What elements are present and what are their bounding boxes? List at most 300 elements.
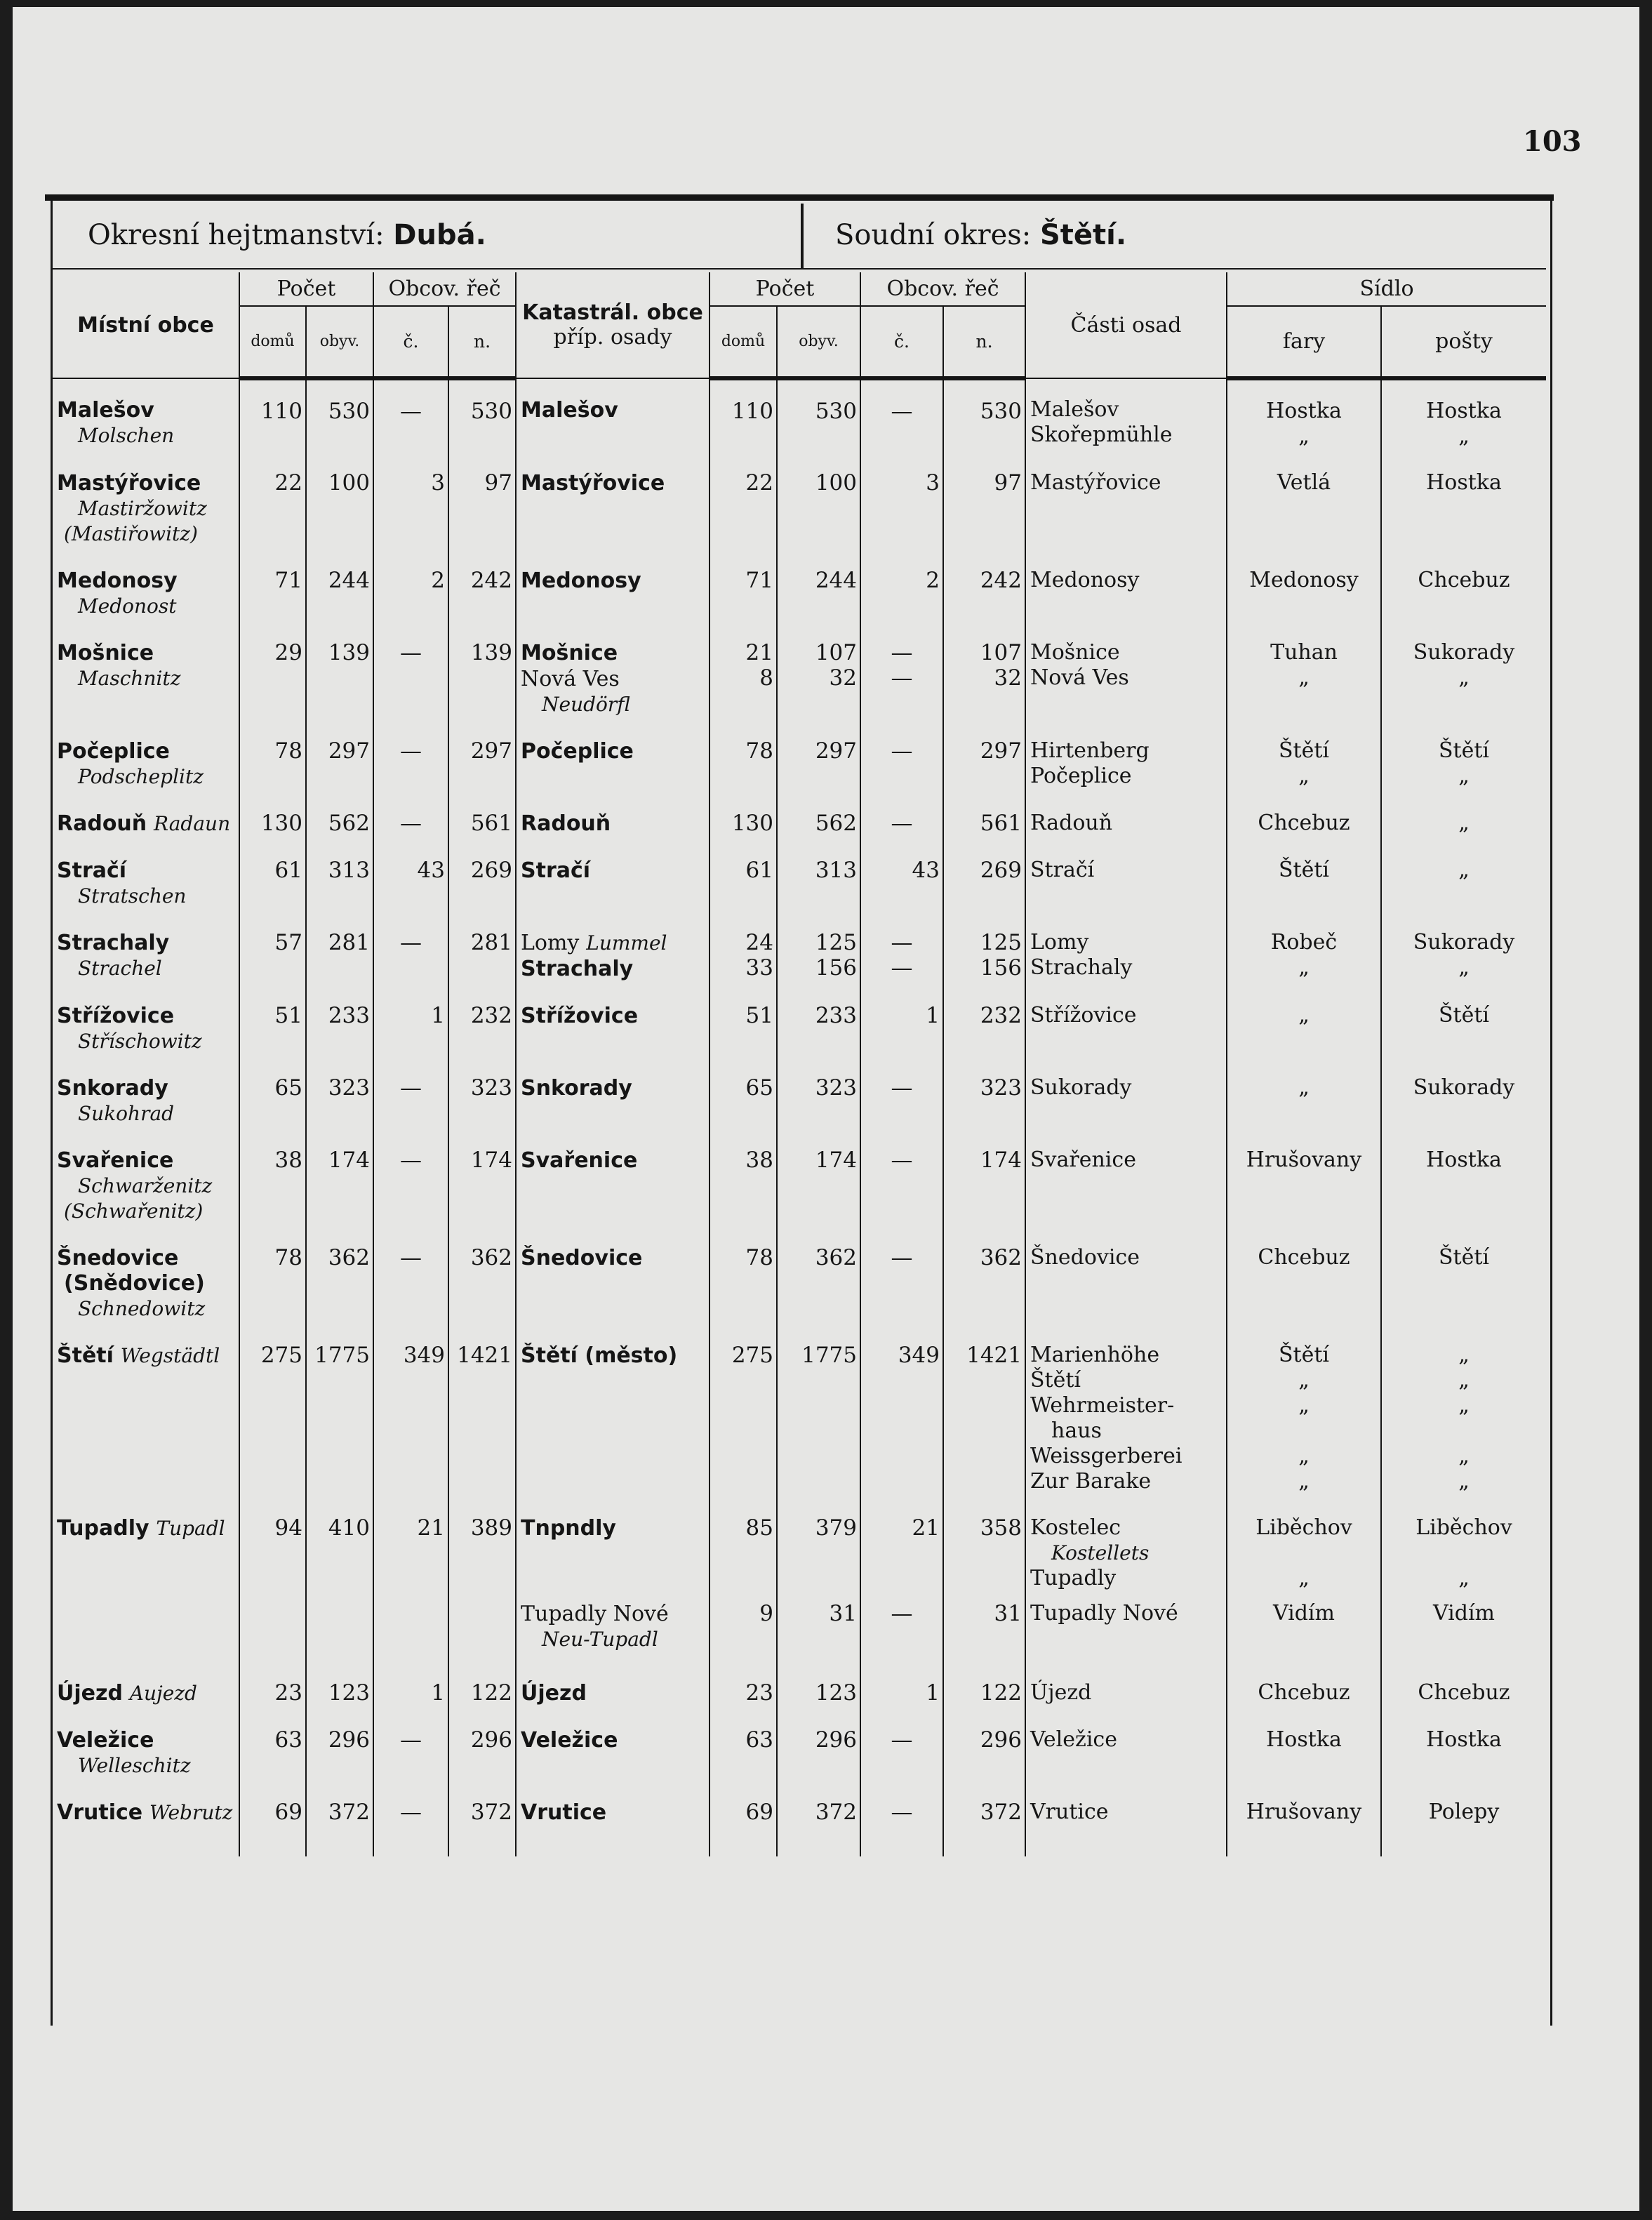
katastral-line xyxy=(521,1680,705,1706)
col-domu-2: domů xyxy=(710,306,777,378)
cell-fary-value: „ xyxy=(1298,1566,1310,1590)
obec-german-name: Maschnitz xyxy=(78,667,181,690)
cell-mistni-obec xyxy=(53,1591,239,1652)
table-row xyxy=(53,1494,1546,1591)
cell-k-obyv xyxy=(777,1126,860,1224)
obec-name: Štětí xyxy=(57,1343,114,1368)
cell-k-c-value: — xyxy=(891,1727,913,1753)
cell-posty xyxy=(1381,378,1546,449)
obec-name: Snkorady xyxy=(57,1076,168,1101)
cell-k-obyv xyxy=(777,619,860,717)
cell-posty-value: Liběchov xyxy=(1415,1515,1512,1540)
cell-n-value: 269 xyxy=(470,858,512,883)
cell-k-domu-value: 23 xyxy=(745,1680,773,1706)
cell-posty xyxy=(1381,909,1546,982)
osada-name: Mastýřovice xyxy=(1030,470,1161,495)
osada-name: Tupadly Nové xyxy=(1030,1601,1178,1626)
obec-german-name: Strachel xyxy=(78,957,162,980)
court-label: Soudní okres: xyxy=(835,219,1032,251)
cell-k-domu-value: 78 xyxy=(745,1245,773,1270)
cell-k-obyv xyxy=(777,547,860,619)
cell-n-value: 174 xyxy=(470,1148,512,1173)
cell-k-c-value: 3 xyxy=(926,470,940,496)
table-row xyxy=(53,449,1546,547)
cell-posty xyxy=(1381,1652,1546,1706)
cell-casti-osad xyxy=(1025,619,1227,717)
cell-fary xyxy=(1227,909,1381,982)
cell-k-c-value: — xyxy=(891,1148,913,1173)
cell-k-n xyxy=(943,1779,1025,1826)
cell-domu-value: 65 xyxy=(274,1075,302,1101)
cell-obyv-value: 313 xyxy=(328,858,370,883)
katastral-line xyxy=(521,738,705,764)
cell-obyv-value: 281 xyxy=(328,930,370,955)
osada-name: Újezd xyxy=(1030,1680,1092,1705)
cell-fary-value: Liběchov xyxy=(1255,1515,1352,1540)
katastral-name: Radouň xyxy=(521,811,611,836)
katastral-german-name: Lummel xyxy=(586,931,667,955)
osada-name: Lomy xyxy=(1030,930,1089,955)
cell-domu-value: 61 xyxy=(274,858,302,883)
cell-posty-value: Chcebuz xyxy=(1418,1680,1510,1705)
obec-line xyxy=(57,568,234,594)
obec-name: Radouň xyxy=(57,811,147,836)
cell-posty-value: „ xyxy=(1458,1393,1470,1418)
cell-k-c-value: 2 xyxy=(926,568,940,593)
osada-name: Marienhöhe xyxy=(1030,1343,1160,1367)
cell-k-c-value: 21 xyxy=(912,1515,940,1541)
obec-german-name: (Schwařenitz) xyxy=(64,1199,204,1223)
cell-fary xyxy=(1227,619,1381,717)
cell-k-n xyxy=(943,378,1025,449)
cell-spacer xyxy=(1227,1826,1381,1856)
cell-katastral xyxy=(516,1224,710,1322)
katastral-name: Vrutice xyxy=(521,1800,607,1825)
cell-casti-osad xyxy=(1025,1054,1227,1126)
cell-k-obyv-value: 372 xyxy=(815,1800,857,1825)
cell-spacer xyxy=(239,1826,306,1856)
cell-c xyxy=(373,790,448,837)
osada-name: Medonosy xyxy=(1030,568,1140,592)
cell-obyv-value: 233 xyxy=(328,1003,370,1028)
table-row xyxy=(53,982,1546,1054)
cell-obyv xyxy=(306,982,373,1054)
obec-german-name: Stratschen xyxy=(78,884,187,908)
cell-c xyxy=(373,1322,448,1494)
cell-n-value: 362 xyxy=(470,1245,512,1270)
obec-name: Strachaly xyxy=(57,931,170,955)
cell-posty-value: „ xyxy=(1458,1368,1470,1393)
cell-c xyxy=(373,982,448,1054)
cell-posty-value xyxy=(1386,1541,1542,1566)
cell-obyv xyxy=(306,1652,373,1706)
cell-posty xyxy=(1381,717,1546,790)
col-sidlo: Sídlo xyxy=(1227,272,1546,306)
cell-posty-value: „ xyxy=(1458,1444,1470,1468)
obec-line xyxy=(57,858,234,884)
cell-k-c xyxy=(860,717,943,790)
table-row xyxy=(53,547,1546,619)
obec-line xyxy=(57,1003,234,1029)
cell-k-domu-value: 71 xyxy=(745,568,773,593)
obec-line xyxy=(57,1343,234,1369)
cell-obyv xyxy=(306,547,373,619)
cell-k-domu-value: 275 xyxy=(731,1343,773,1368)
cell-spacer xyxy=(1025,1826,1227,1856)
cell-casti-osad xyxy=(1025,378,1227,449)
col-obyv-2: obyv. xyxy=(777,306,860,378)
cell-fary-value: „ xyxy=(1298,424,1310,448)
katastral-line xyxy=(521,1601,705,1627)
table-header xyxy=(53,272,1546,378)
cell-n xyxy=(448,1591,516,1652)
cell-c xyxy=(373,717,448,790)
katastral-name: Snkorady xyxy=(521,1076,632,1101)
cell-katastral xyxy=(516,1652,710,1706)
osada-name: Veležice xyxy=(1030,1727,1117,1752)
cell-k-obyv-value: 100 xyxy=(815,470,857,496)
cell-n xyxy=(448,717,516,790)
cell-k-domu-value: 85 xyxy=(745,1515,773,1541)
obec-name: Stračí xyxy=(57,858,127,883)
cell-obyv xyxy=(306,1054,373,1126)
table-row xyxy=(53,1126,1546,1224)
katastral-line xyxy=(521,568,705,594)
cell-fary-value: „ xyxy=(1298,955,1310,980)
cell-domu xyxy=(239,717,306,790)
court-title xyxy=(835,219,1126,251)
obec-line xyxy=(57,1245,234,1271)
cell-mistni-obec xyxy=(53,1322,239,1494)
col-katastral-line2: příp. osady xyxy=(553,325,672,350)
col-c-2: č. xyxy=(860,306,943,378)
page-number: 103 xyxy=(1523,125,1582,158)
osada-name: Štětí xyxy=(1030,1368,1081,1393)
cell-n xyxy=(448,1126,516,1224)
osada-name: Hirtenberg xyxy=(1030,738,1150,763)
cell-spacer xyxy=(943,1826,1025,1856)
cell-k-domu xyxy=(710,449,777,547)
cell-k-domu xyxy=(710,1652,777,1706)
table-row xyxy=(53,619,1546,717)
cell-k-n-value: 174 xyxy=(980,1148,1022,1173)
obec-name: Medonosy xyxy=(57,569,178,593)
cell-k-c xyxy=(860,1322,943,1494)
cell-domu xyxy=(239,982,306,1054)
cell-c xyxy=(373,1652,448,1706)
cell-k-domu xyxy=(710,982,777,1054)
cell-spacer xyxy=(53,1826,239,1856)
cell-katastral xyxy=(516,717,710,790)
cell-katastral xyxy=(516,909,710,982)
table-row xyxy=(53,1322,1546,1494)
district-label: Okresní hejtmanství: xyxy=(88,219,385,251)
cell-n-value: 372 xyxy=(470,1800,512,1825)
cell-domu-value: 29 xyxy=(274,640,302,665)
cell-mistni-obec xyxy=(53,1054,239,1126)
obec-line xyxy=(57,811,234,837)
cell-domu xyxy=(239,1126,306,1224)
cell-domu-value: 38 xyxy=(274,1148,302,1173)
cell-posty-value: „ xyxy=(1458,1343,1470,1367)
cell-c-value: 2 xyxy=(431,568,445,593)
katastral-line xyxy=(521,1727,705,1753)
cell-mistni-obec xyxy=(53,837,239,909)
cell-k-obyv-value: 323 xyxy=(815,1075,857,1101)
obec-line xyxy=(57,1515,234,1541)
cell-obyv xyxy=(306,1224,373,1322)
obec-name: Svařenice xyxy=(57,1148,174,1173)
cell-c xyxy=(373,837,448,909)
cell-c xyxy=(373,619,448,717)
osada-name: Počeplice xyxy=(1030,764,1132,788)
spacer xyxy=(714,1626,773,1651)
cell-obyv xyxy=(306,837,373,909)
table-row-spacer xyxy=(53,1826,1546,1856)
cell-k-domu-value: 22 xyxy=(745,470,773,496)
obec-alt-name: (Snědovice) xyxy=(64,1271,205,1296)
cell-c-value: — xyxy=(400,1148,422,1173)
obec-german-name: Schnedowitz xyxy=(78,1297,206,1320)
cell-fary-value xyxy=(1232,1541,1376,1566)
cell-obyv-value: 410 xyxy=(328,1515,370,1541)
cell-k-domu xyxy=(710,1494,777,1591)
cell-k-c xyxy=(860,1652,943,1706)
col-n: n. xyxy=(448,306,516,378)
cell-n-value: 296 xyxy=(470,1727,512,1753)
cell-obyv-value: 530 xyxy=(328,399,370,424)
cell-c xyxy=(373,449,448,547)
cell-k-domu xyxy=(710,1126,777,1224)
cell-k-domu-value: 69 xyxy=(745,1800,773,1825)
cell-k-obyv xyxy=(777,1591,860,1652)
katastral-name: Střížovice xyxy=(521,1004,639,1028)
cell-k-obyv-value: 123 xyxy=(815,1680,857,1706)
cell-k-n xyxy=(943,909,1025,982)
obec-line xyxy=(57,1148,234,1174)
obec-german-name: Schwarženitz xyxy=(78,1174,213,1197)
cell-posty xyxy=(1381,619,1546,717)
katastral-name: Medonosy xyxy=(521,569,641,593)
cell-k-c xyxy=(860,909,943,982)
cell-fary-value: Hostka xyxy=(1266,399,1342,423)
cell-casti-osad xyxy=(1025,909,1227,982)
obec-german-name: Aujezd xyxy=(129,1682,197,1705)
cell-domu-value: 275 xyxy=(260,1343,302,1368)
katastral-line xyxy=(521,666,705,692)
cell-n-value: 389 xyxy=(470,1515,512,1541)
cell-posty xyxy=(1381,1706,1546,1779)
obec-name: Tupadly xyxy=(57,1516,149,1541)
cell-posty-value: „ xyxy=(1458,764,1470,788)
cell-k-obyv-value: 107 xyxy=(815,640,857,665)
cell-k-obyv-value: 233 xyxy=(815,1003,857,1028)
cell-fary xyxy=(1227,790,1381,837)
cell-k-c xyxy=(860,1224,943,1322)
katastral-name: Štětí (město) xyxy=(521,1343,678,1368)
cell-katastral xyxy=(516,1054,710,1126)
cell-k-obyv xyxy=(777,982,860,1054)
cell-k-c-value: 1 xyxy=(926,1680,940,1706)
cell-fary xyxy=(1227,1591,1381,1652)
col-mistni-obce: Místní obce xyxy=(53,272,239,378)
cell-domu-value: 94 xyxy=(274,1515,302,1541)
cell-domu xyxy=(239,790,306,837)
cell-posty-value: Hostka xyxy=(1426,1148,1502,1172)
cell-k-c-value: — xyxy=(891,1075,913,1101)
cell-n-value: 323 xyxy=(470,1075,512,1101)
cell-c xyxy=(373,378,448,449)
cell-k-c-value: 1 xyxy=(926,1003,940,1028)
cell-domu xyxy=(239,1652,306,1706)
cell-k-domu-value: 8 xyxy=(759,665,773,691)
cell-c-value: — xyxy=(400,930,422,955)
cell-posty xyxy=(1381,837,1546,909)
cell-katastral xyxy=(516,449,710,547)
cell-posty xyxy=(1381,1591,1546,1652)
cell-fary-value xyxy=(1232,1418,1376,1444)
cell-n xyxy=(448,1652,516,1706)
cell-n xyxy=(448,1054,516,1126)
obec-name: Veležice xyxy=(57,1728,154,1753)
cell-fary-value: „ xyxy=(1298,764,1310,788)
cell-k-c-value: — xyxy=(891,1800,913,1825)
cell-katastral xyxy=(516,1706,710,1779)
katastral-name: Svařenice xyxy=(521,1148,638,1173)
cell-c-value: — xyxy=(400,811,422,836)
cell-obyv xyxy=(306,449,373,547)
cell-k-obyv-value: 296 xyxy=(815,1727,857,1753)
cell-domu-value: 78 xyxy=(274,738,302,764)
col-katastral-line1: Katastrál. obce xyxy=(522,300,703,325)
cell-katastral xyxy=(516,1322,710,1494)
obec-line xyxy=(57,1680,234,1706)
cell-domu-value: 51 xyxy=(274,1003,302,1028)
cell-posty-value: „ xyxy=(1458,1566,1470,1590)
cell-n-value: 281 xyxy=(470,930,512,955)
cell-k-obyv xyxy=(777,1706,860,1779)
cell-domu xyxy=(239,1591,306,1652)
cell-fary-value: Štětí xyxy=(1278,1343,1329,1367)
cell-k-n-value: 156 xyxy=(980,955,1022,981)
title-row xyxy=(53,204,1546,270)
cell-posty xyxy=(1381,1779,1546,1826)
cell-posty-value: Polepy xyxy=(1428,1800,1500,1824)
cell-spacer xyxy=(306,1826,373,1856)
spacer xyxy=(782,1626,857,1651)
osada-name: haus xyxy=(1051,1418,1102,1443)
table-row xyxy=(53,1591,1546,1652)
cell-k-domu-value: 130 xyxy=(731,811,773,836)
cell-n-value: 139 xyxy=(470,640,512,665)
cell-fary xyxy=(1227,1494,1381,1591)
cell-obyv-value: 244 xyxy=(328,568,370,593)
cell-posty-value: Štětí xyxy=(1439,1245,1490,1270)
cell-k-domu xyxy=(710,547,777,619)
cell-posty xyxy=(1381,1322,1546,1494)
cell-k-n xyxy=(943,619,1025,717)
cell-k-obyv-value: 32 xyxy=(829,665,857,691)
obec-german-name: Wegstädtl xyxy=(120,1344,220,1367)
osada-name: Vrutice xyxy=(1030,1800,1109,1824)
cell-posty-value: Sukorady xyxy=(1413,930,1515,955)
cell-fary-value: Chcebuz xyxy=(1258,1245,1350,1270)
cell-k-n-value: 269 xyxy=(980,858,1022,883)
cell-posty-value: Sukorady xyxy=(1413,1075,1515,1100)
cell-spacer xyxy=(860,1826,943,1856)
cell-posty-value: Vidím xyxy=(1433,1601,1495,1626)
cell-posty-value: „ xyxy=(1458,1469,1470,1494)
cell-obyv xyxy=(306,1779,373,1826)
cell-posty xyxy=(1381,790,1546,837)
cell-k-c-value: — xyxy=(891,738,913,764)
katastral-line xyxy=(521,811,705,837)
cell-obyv-value: 562 xyxy=(328,811,370,836)
cell-n xyxy=(448,547,516,619)
cell-obyv-value: 139 xyxy=(328,640,370,665)
cell-domu xyxy=(239,1322,306,1494)
cell-k-n-value: 358 xyxy=(980,1515,1022,1541)
osada-name: Strachaly xyxy=(1030,955,1133,980)
cell-k-c xyxy=(860,1494,943,1591)
cell-k-n-value: 32 xyxy=(994,665,1022,691)
cell-k-domu xyxy=(710,837,777,909)
cell-c xyxy=(373,1126,448,1224)
obec-german-name: Stříschowitz xyxy=(78,1030,202,1053)
katastral-line xyxy=(521,1245,705,1271)
cell-k-n xyxy=(943,1706,1025,1779)
katastral-line xyxy=(521,1075,705,1101)
cell-k-c-value: — xyxy=(891,399,913,424)
cell-katastral xyxy=(516,1494,710,1591)
cell-casti-osad xyxy=(1025,1779,1227,1826)
cell-c-value: — xyxy=(400,1800,422,1825)
cell-k-domu xyxy=(710,378,777,449)
katastral-name: Strachaly xyxy=(521,957,634,981)
cell-fary xyxy=(1227,982,1381,1054)
district-title xyxy=(88,219,486,251)
cell-domu-value: 23 xyxy=(274,1680,302,1706)
cell-k-obyv-value: 31 xyxy=(829,1601,857,1626)
obec-german-name: Webrutz xyxy=(149,1801,233,1824)
katastral-name: Stračí xyxy=(521,858,591,883)
cell-k-domu xyxy=(710,717,777,790)
cell-katastral xyxy=(516,1126,710,1224)
osada-name: Stračí xyxy=(1030,858,1095,882)
osada-name: Radouň xyxy=(1030,811,1113,835)
col-obyv: obyv. xyxy=(306,306,373,378)
cell-c xyxy=(373,1706,448,1779)
katastral-name: Šnedovice xyxy=(521,1246,643,1270)
cell-domu xyxy=(239,1054,306,1126)
cell-casti-osad xyxy=(1025,1322,1227,1494)
cell-n-value: 561 xyxy=(470,811,512,836)
cell-fary xyxy=(1227,1652,1381,1706)
cell-c-value: 1 xyxy=(431,1680,445,1706)
cell-fary xyxy=(1227,378,1381,449)
table-body xyxy=(53,378,1546,1856)
cell-c xyxy=(373,547,448,619)
cell-k-obyv xyxy=(777,1652,860,1706)
cell-k-n-value: 362 xyxy=(980,1245,1022,1270)
cell-n xyxy=(448,790,516,837)
cell-fary-value: Vidím xyxy=(1273,1601,1335,1626)
col-c: č. xyxy=(373,306,448,378)
osada-name: Nová Ves xyxy=(1030,665,1129,690)
osada-name: Střížovice xyxy=(1030,1003,1137,1028)
katastral-name: Nová Ves xyxy=(521,667,620,691)
cell-domu xyxy=(239,547,306,619)
